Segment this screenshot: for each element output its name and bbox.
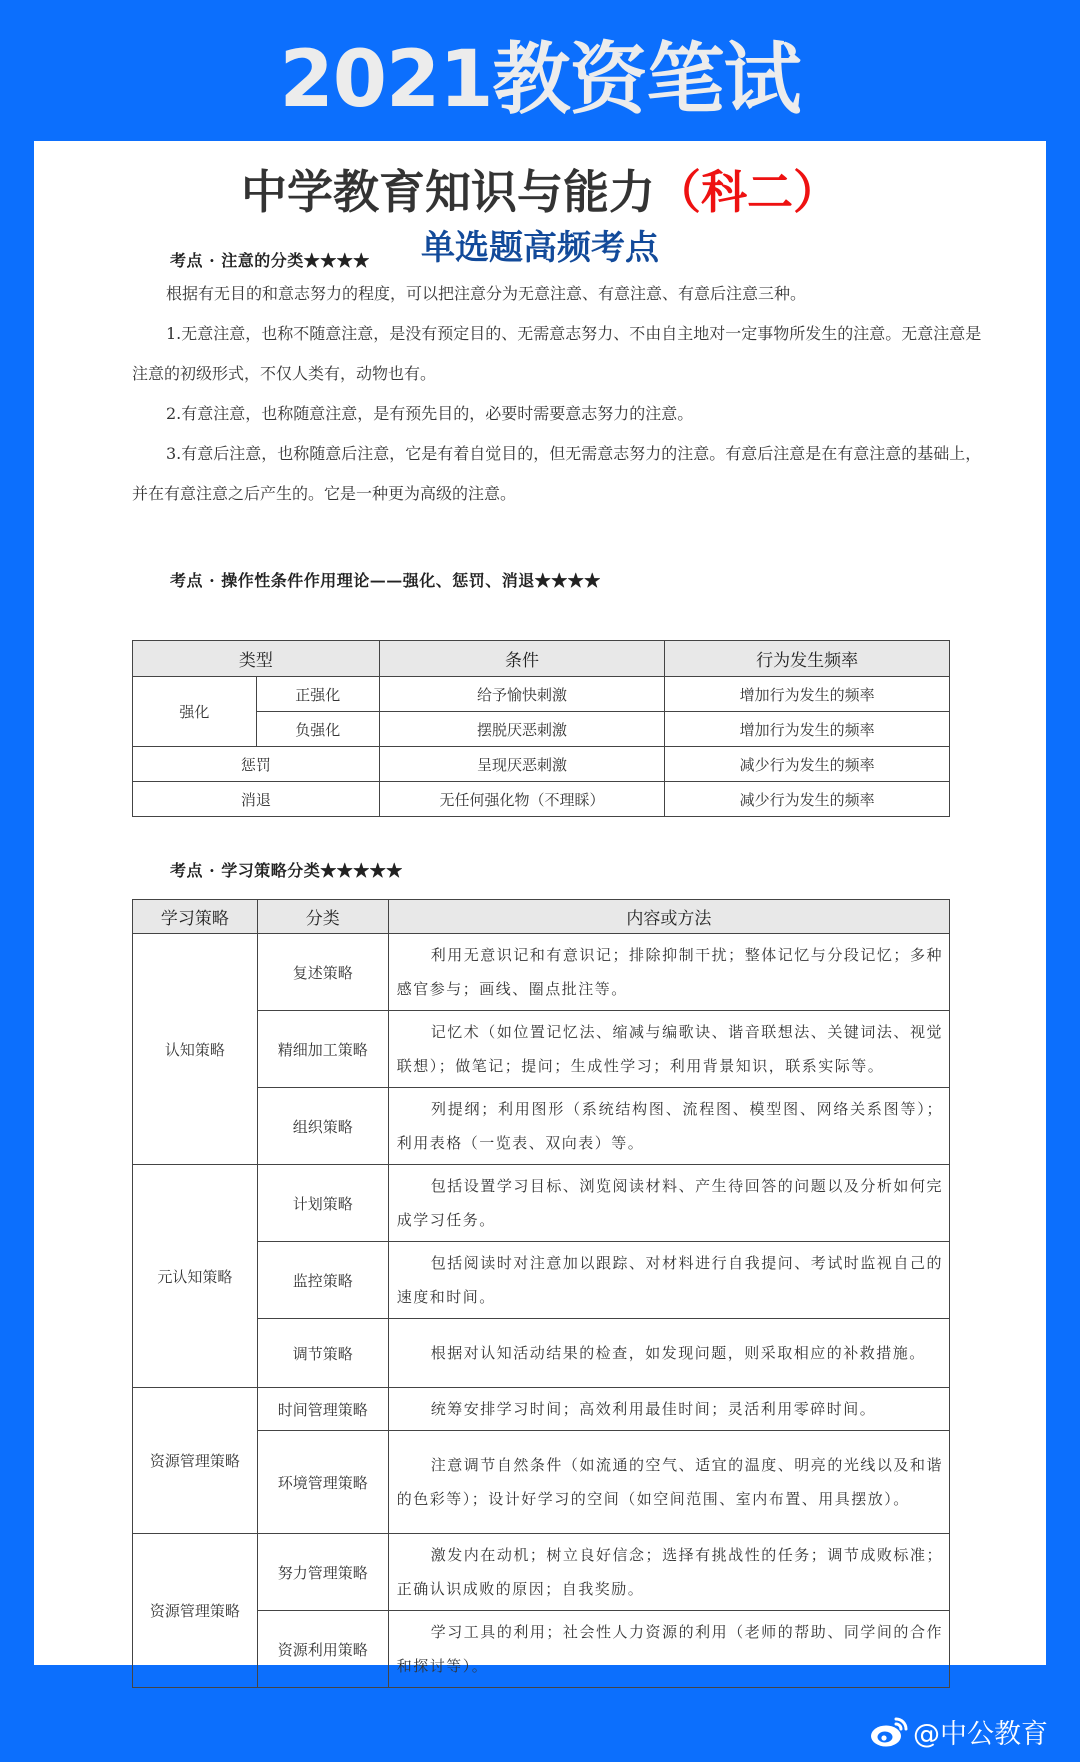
condition-cell: 呈现厌恶刺激 — [379, 747, 665, 782]
paragraph — [132, 394, 984, 434]
frequency-cell: 减少行为发生的频率 — [665, 782, 950, 817]
column-header: 类型 — [133, 641, 380, 677]
content-cell — [388, 1088, 949, 1165]
content-text: 根据对认知活动结果的检查，如发现问题，则采取相应的补救措施。 — [430, 1344, 926, 1362]
paragraph — [132, 434, 984, 514]
table-header-row — [133, 900, 950, 934]
document-title — [34, 161, 1046, 223]
strategy-cell: 资源管理策略 — [133, 1388, 258, 1534]
category-cell: 复述策略 — [257, 934, 388, 1011]
strategy-cell: 认知策略 — [133, 934, 258, 1165]
content-text: 激发内在动机；树立良好信念；选择有挑战性的任务；调节成败标准；正确认识成败的原因；自我奖励。 — [396, 1546, 943, 1598]
condition-cell: 无任何强化物（不理睬） — [379, 782, 665, 817]
operant-conditioning-table — [132, 640, 950, 817]
type-cell: 惩罚 — [133, 747, 380, 782]
category-cell: 调节策略 — [257, 1319, 388, 1388]
category-cell: 资源利用策略 — [257, 1611, 388, 1688]
table-row — [133, 1534, 950, 1611]
column-header: 行为发生频率 — [665, 641, 950, 677]
category-cell: 精细加工策略 — [257, 1011, 388, 1088]
type-cell: 正强化 — [256, 677, 379, 712]
category-cell: 计划策略 — [257, 1165, 388, 1242]
column-header: 条件 — [379, 641, 665, 677]
column-header: 内容或方法 — [388, 900, 949, 934]
weibo-handle: @中公教育 — [913, 1719, 1048, 1750]
content-cell — [388, 1319, 949, 1388]
content-text: 包括设置学习目标、浏览阅读材料、产生待回答的问题以及分析如何完成学习任务。 — [396, 1177, 943, 1229]
column-header: 分类 — [257, 900, 388, 934]
frequency-cell: 增加行为发生的频率 — [665, 712, 950, 747]
document-subtitle: 单选题高频考点 — [421, 228, 659, 268]
condition-cell: 摆脱厌恶刺激 — [379, 712, 665, 747]
content-text: 统筹安排学习时间；高效利用最佳时间；灵活利用零碎时间。 — [430, 1400, 877, 1418]
content-text: 列提纲；利用图形（系统结构图、流程图、模型图、网络关系图等）；利用表格（一览表、双向表）等。 — [396, 1100, 943, 1152]
type-cell: 消退 — [133, 782, 380, 817]
content-text: 包括阅读时对注意加以跟踪、对材料进行自我提问、考试时监视自己的速度和时间。 — [396, 1254, 943, 1306]
paragraph — [132, 314, 984, 394]
banner-title: 2021教资笔试 — [279, 35, 801, 125]
category-cell: 环境管理策略 — [257, 1431, 388, 1534]
content-cell — [388, 1242, 949, 1319]
content-cell — [388, 1611, 949, 1688]
learning-strategies-table — [132, 899, 950, 1688]
document-card — [34, 141, 1046, 1675]
content-cell — [388, 934, 949, 1011]
content-text: 注意调节自然条件（如流通的空气、适宜的温度、明亮的光线以及和谐的色彩等）；设计好学习的空间（如空间范围、室内布置、用具摆放）。 — [396, 1456, 943, 1508]
content-text: 记忆术（如位置记忆法、缩减与编歌诀、谐音联想法、关键词法、视觉联想）；做笔记；提问；生成性学习；利用背景知识，联系实际等。 — [396, 1023, 943, 1075]
table-header-row — [133, 641, 950, 677]
section-heading-operant-conditioning: 考点 · 操作性条件作用理论——强化、惩罚、消退★★★★ — [170, 571, 601, 590]
condition-cell: 给予愉快刺激 — [379, 677, 665, 712]
content-cell — [388, 1165, 949, 1242]
table-row — [133, 782, 950, 817]
section-heading-learning-strategies: 考点 · 学习策略分类★★★★★ — [170, 861, 403, 880]
paragraph-text: 3.有意后注意，也称随意后注意，它是有着自觉目的，但无需意志努力的注意。有意后注意是在有意注意的基础上，并在有意注意之后产生的。它是一种更为高级的注意。 — [132, 444, 982, 503]
table-row — [133, 1165, 950, 1242]
table-row — [133, 934, 950, 1011]
section-heading-attention: 考点 · 注意的分类★★★★ — [170, 251, 370, 270]
table-row — [133, 677, 950, 712]
content-cell — [388, 1431, 949, 1534]
table-row — [133, 1388, 950, 1431]
paragraph-text: 2.有意注意，也称随意注意，是有预先目的，必要时需要意志努力的注意。 — [166, 404, 694, 423]
strategy-cell: 元认知策略 — [133, 1165, 258, 1388]
frequency-cell: 减少行为发生的频率 — [665, 747, 950, 782]
strategy-cell: 资源管理策略 — [133, 1534, 258, 1688]
content-cell — [388, 1011, 949, 1088]
frequency-cell: 增加行为发生的频率 — [665, 677, 950, 712]
content-text: 利用无意识记和有意识记；排除抑制干扰；整体记忆与分段记忆；多种感官参与；画线、圈点批注等。 — [396, 946, 943, 998]
content-cell — [388, 1534, 949, 1611]
weibo-watermark — [869, 1712, 1048, 1751]
category-cell: 组织策略 — [257, 1088, 388, 1165]
category-cell: 时间管理策略 — [257, 1388, 388, 1431]
paragraph — [132, 274, 984, 314]
weibo-icon — [869, 1716, 909, 1748]
paragraph-text: 根据有无目的和意志努力的程度，可以把注意分为无意注意、有意注意、有意后注意三种。 — [166, 284, 807, 303]
category-cell: 努力管理策略 — [257, 1534, 388, 1611]
content-cell — [388, 1388, 949, 1431]
type-cell: 负强化 — [256, 712, 379, 747]
paragraph-text: 1.无意注意，也称不随意注意，是没有预定目的、无需意志努力、不由自主地对一定事物所发生的注意。无意注意是注意的初级形式，不仅人类有，动物也有。 — [132, 324, 982, 383]
category-cell: 监控策略 — [257, 1242, 388, 1319]
column-header: 学习策略 — [133, 900, 258, 934]
document-title-main: 中学教育知识与能力 — [241, 165, 655, 219]
table-row — [133, 747, 950, 782]
group-cell: 强化 — [133, 677, 257, 747]
document-title-accent: （科二） — [655, 165, 839, 219]
content-text: 学习工具的利用；社会性人力资源的利用（老师的帮助、同学间的合作和探讨等）。 — [396, 1623, 943, 1675]
